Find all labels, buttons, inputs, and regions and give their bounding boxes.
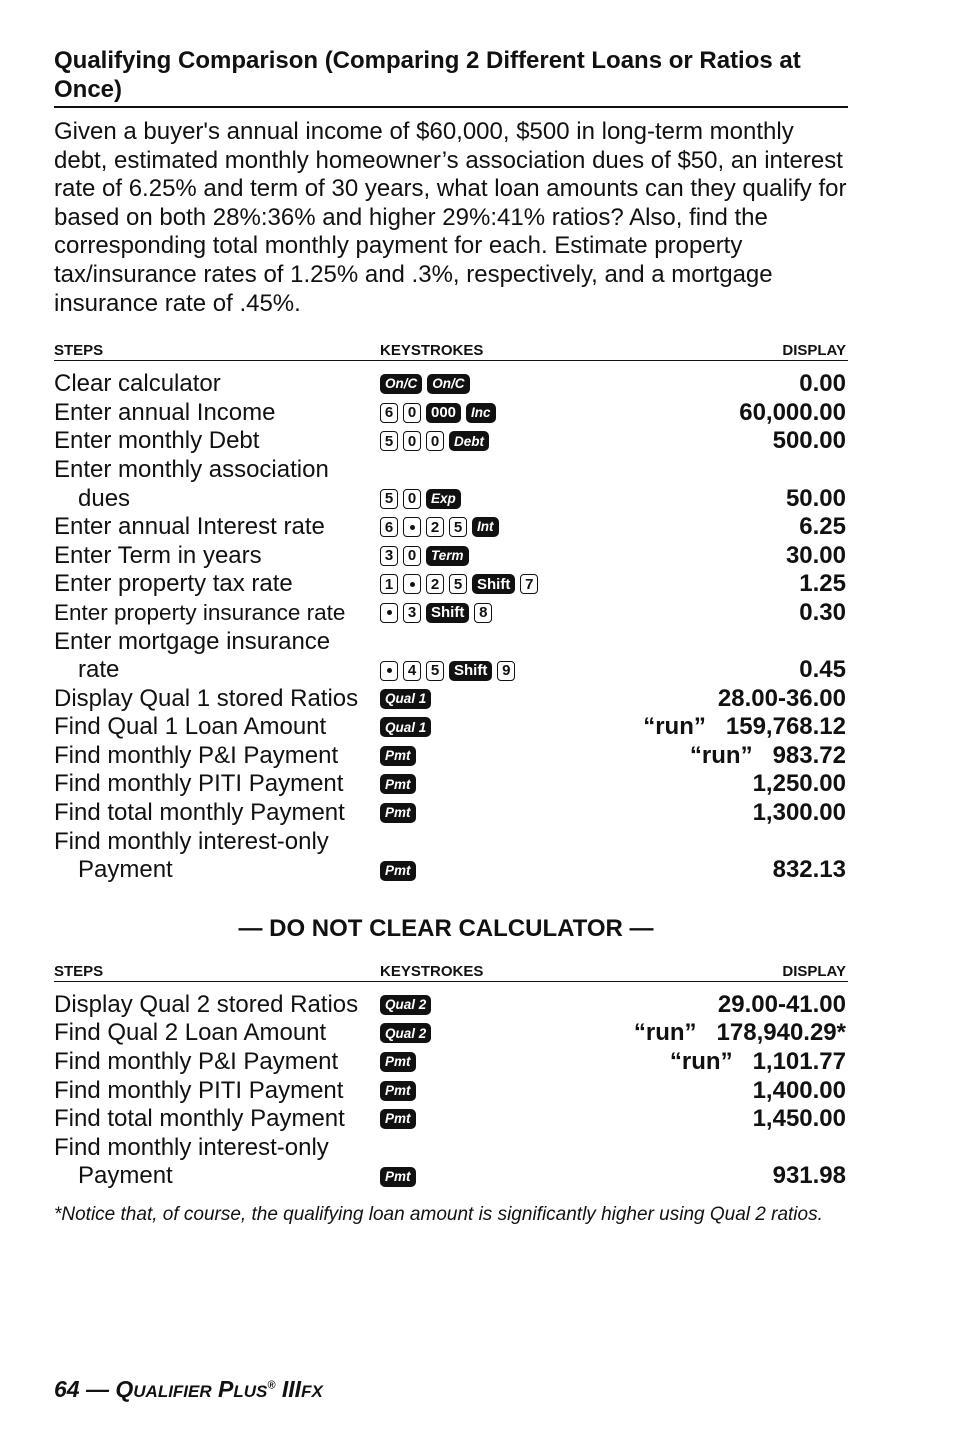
step-text: Enter mortgage insurance (54, 627, 331, 655)
step-text-continued: rate (78, 656, 120, 684)
key-5: 5 (380, 431, 398, 451)
key-decimal-point (380, 661, 398, 681)
key-pmt: Pmt (380, 861, 416, 881)
step-label (54, 742, 384, 771)
table-row (54, 599, 848, 628)
step-text: Find Qual 1 Loan Amount (54, 713, 327, 741)
table-row (54, 1134, 848, 1191)
step-label (54, 570, 384, 599)
table-row (54, 513, 848, 542)
keystroke-sequence (380, 774, 416, 794)
table-row (54, 713, 848, 742)
step-label (54, 1048, 384, 1077)
step-label (54, 799, 384, 828)
keystroke-sequence (380, 803, 416, 823)
keystroke-sequence (380, 403, 496, 423)
step-label (54, 713, 384, 742)
key-shift: Shift (426, 603, 469, 623)
product-name: QUALIFIER PLUS® IIIFX (115, 1376, 323, 1402)
step-label (54, 542, 384, 571)
steps-header: STEPS (54, 342, 104, 360)
key-pmt: Pmt (380, 803, 416, 823)
table-row (54, 542, 848, 571)
keystroke-sequence (380, 431, 489, 451)
steps-table-1 (54, 340, 848, 885)
table-row (54, 828, 848, 885)
key-on-c: On/C (380, 374, 422, 394)
table-row (54, 628, 848, 685)
key-pmt: Pmt (380, 774, 416, 794)
keystroke-sequence (380, 746, 416, 766)
keystroke-sequence (380, 374, 470, 394)
key-0: 0 (403, 546, 421, 566)
key-qual-2: Qual 2 (380, 1023, 431, 1043)
keystroke-sequence (380, 1023, 431, 1043)
key-qual-1: Qual 1 (380, 689, 431, 709)
key-decimal-point (403, 574, 421, 594)
display-value: “run” 178,940.29* (633, 1019, 846, 1047)
step-label (54, 399, 384, 428)
key-0: 0 (403, 431, 421, 451)
step-text: Find monthly P&I Payment (54, 1048, 339, 1076)
section-title: Qualifying Comparison (Comparing 2 Different Loans or Ratios at Once) (54, 46, 848, 108)
key-6: 6 (380, 517, 398, 537)
display-header: DISPLAY (782, 342, 846, 360)
step-text-continued: Payment (78, 1162, 173, 1190)
table-row (54, 1019, 848, 1048)
key-shift: Shift (449, 661, 492, 681)
step-label (54, 456, 384, 513)
display-value: 1,450.00 (752, 1105, 846, 1133)
step-label (54, 370, 384, 399)
display-value: 30.00 (785, 541, 846, 569)
keystroke-sequence (380, 1167, 416, 1187)
keystroke-sequence (380, 546, 469, 566)
table-row (54, 370, 848, 399)
display-value: 0.45 (799, 656, 846, 684)
key-0: 0 (426, 431, 444, 451)
key-decimal-point (403, 517, 421, 537)
key-2: 2 (426, 517, 444, 537)
key-pmt: Pmt (380, 746, 416, 766)
step-label (54, 1105, 384, 1134)
page-footer (54, 1376, 323, 1403)
key-5: 5 (449, 574, 467, 594)
key-6: 6 (380, 403, 398, 423)
display-value: 1,250.00 (752, 770, 846, 798)
table-header (54, 961, 848, 982)
key-shift: Shift (472, 574, 515, 594)
step-label (54, 685, 384, 714)
display-header: DISPLAY (782, 962, 846, 980)
table-row (54, 456, 848, 513)
step-label (54, 1134, 384, 1191)
keystroke-sequence (380, 689, 431, 709)
step-text: Enter Term in years (54, 541, 262, 569)
footnote: *Notice that, of course, the qualifying loan amount is significantly higher using Qual 2 ratios. (54, 1204, 823, 1225)
display-value: 1,400.00 (752, 1076, 846, 1104)
step-text: Clear calculator (54, 370, 221, 398)
display-value: “run” 1,101.77 (669, 1048, 846, 1076)
display-value: 832.13 (772, 856, 846, 884)
key-pmt: Pmt (380, 1109, 416, 1129)
display-value: 1,300.00 (752, 799, 846, 827)
keystroke-sequence (380, 1081, 416, 1101)
step-label (54, 427, 384, 456)
key-000: 000 (426, 403, 461, 423)
key-int: Int (472, 517, 499, 537)
manual-page (54, 46, 848, 1227)
keystroke-sequence (380, 661, 515, 681)
step-text: Enter monthly Debt (54, 427, 260, 455)
step-text: Display Qual 1 stored Ratios (54, 684, 359, 712)
table-row (54, 685, 848, 714)
table-row (54, 399, 848, 428)
key-5: 5 (449, 517, 467, 537)
step-label (54, 628, 384, 685)
display-value: 0.00 (799, 370, 846, 398)
step-text: Enter property insurance rate (54, 599, 346, 625)
key-pmt: Pmt (380, 1167, 416, 1187)
key-qual-1: Qual 1 (380, 717, 431, 737)
key-8: 8 (474, 603, 492, 623)
display-value: 50.00 (785, 484, 846, 512)
display-value: 28.00-36.00 (717, 684, 846, 712)
page-number: 64 — (54, 1376, 109, 1402)
display-value: 1.25 (799, 570, 846, 598)
display-value: 0.30 (799, 598, 846, 626)
keystrokes-header: KEYSTROKES (380, 342, 484, 360)
step-text-continued: dues (78, 484, 131, 512)
key-4: 4 (403, 661, 421, 681)
table-row (54, 1105, 848, 1134)
step-label (54, 599, 384, 628)
step-label (54, 1077, 384, 1106)
table-rows (54, 991, 848, 1191)
key-inc: Inc (466, 403, 496, 423)
table-rows (54, 370, 848, 885)
key-5: 5 (380, 489, 398, 509)
keystroke-sequence (380, 1109, 416, 1129)
step-text: Find monthly interest-only (54, 1133, 329, 1161)
step-label (54, 828, 384, 885)
key-term: Term (426, 546, 469, 566)
display-value: 29.00-41.00 (717, 990, 846, 1018)
key-7: 7 (520, 574, 538, 594)
key-qual-2: Qual 2 (380, 995, 431, 1015)
table-row (54, 742, 848, 771)
steps-header: STEPS (54, 962, 104, 980)
step-text: Enter monthly association (54, 455, 329, 483)
keystroke-sequence (380, 717, 431, 737)
keystroke-sequence (380, 517, 499, 537)
step-text: Find total monthly Payment (54, 1105, 345, 1133)
key-5: 5 (426, 661, 444, 681)
step-text: Find monthly PITI Payment (54, 770, 344, 798)
step-text: Find total monthly Payment (54, 799, 345, 827)
step-text: Find Qual 2 Loan Amount (54, 1019, 327, 1047)
table-row (54, 1077, 848, 1106)
keystroke-sequence (380, 995, 431, 1015)
step-text: Enter annual Interest rate (54, 513, 325, 541)
table-row (54, 770, 848, 799)
keystrokes-header: KEYSTROKES (380, 962, 484, 980)
key-on-c: On/C (427, 374, 469, 394)
step-text: Display Qual 2 stored Ratios (54, 990, 359, 1018)
display-value: 60,000.00 (739, 398, 846, 426)
table-header (54, 340, 848, 361)
steps-table-2 (54, 961, 848, 1191)
step-text: Enter annual Income (54, 398, 276, 426)
step-text: Find monthly P&I Payment (54, 741, 339, 769)
keystroke-sequence (380, 1052, 416, 1072)
display-value: 6.25 (799, 513, 846, 541)
key-9: 9 (497, 661, 515, 681)
keystroke-sequence (380, 861, 416, 881)
key-0: 0 (403, 489, 421, 509)
key-exp: Exp (426, 489, 461, 509)
table-row (54, 991, 848, 1020)
key-3: 3 (380, 546, 398, 566)
registered-mark: ® (267, 1379, 276, 1392)
key-debt: Debt (449, 431, 489, 451)
key-pmt: Pmt (380, 1081, 416, 1101)
display-value: 500.00 (772, 427, 846, 455)
step-label (54, 991, 384, 1020)
step-label (54, 770, 384, 799)
key-0: 0 (403, 403, 421, 423)
key-1: 1 (380, 574, 398, 594)
step-text-continued: Payment (78, 856, 173, 884)
table-row (54, 427, 848, 456)
keystroke-sequence (380, 489, 461, 509)
problem-description: Given a buyer's annual income of $60,000, $500 in long-term monthly debt, estimated monthly homeowner’s association dues of $50, an interest rate of 6.25% and term of 30 years, what loan amounts can they qualify for based on both 28%:36% and higher 29%:41% ratios? Also, find the corresponding total monthly payment for each. Estimate property tax/insurance rates of 1.25% and .3%, respectively, and a mortgage insurance rate of .45%. (54, 118, 847, 317)
keystroke-sequence (380, 603, 492, 623)
key-pmt: Pmt (380, 1052, 416, 1072)
display-value: “run” 983.72 (689, 741, 846, 769)
table-row (54, 570, 848, 599)
step-text: Find monthly PITI Payment (54, 1076, 344, 1104)
key-2: 2 (426, 574, 444, 594)
key-3: 3 (403, 603, 421, 623)
display-value: “run” 159,768.12 (643, 713, 846, 741)
do-not-clear-notice: — DO NOT CLEAR CALCULATOR — (238, 914, 654, 942)
key-decimal-point (380, 603, 398, 623)
step-label (54, 513, 384, 542)
display-value: 931.98 (772, 1162, 846, 1190)
table-row (54, 1048, 848, 1077)
keystroke-sequence (380, 574, 538, 594)
step-label (54, 1019, 384, 1048)
step-text: Find monthly interest-only (54, 827, 329, 855)
step-text: Enter property tax rate (54, 570, 293, 598)
table-row (54, 799, 848, 828)
